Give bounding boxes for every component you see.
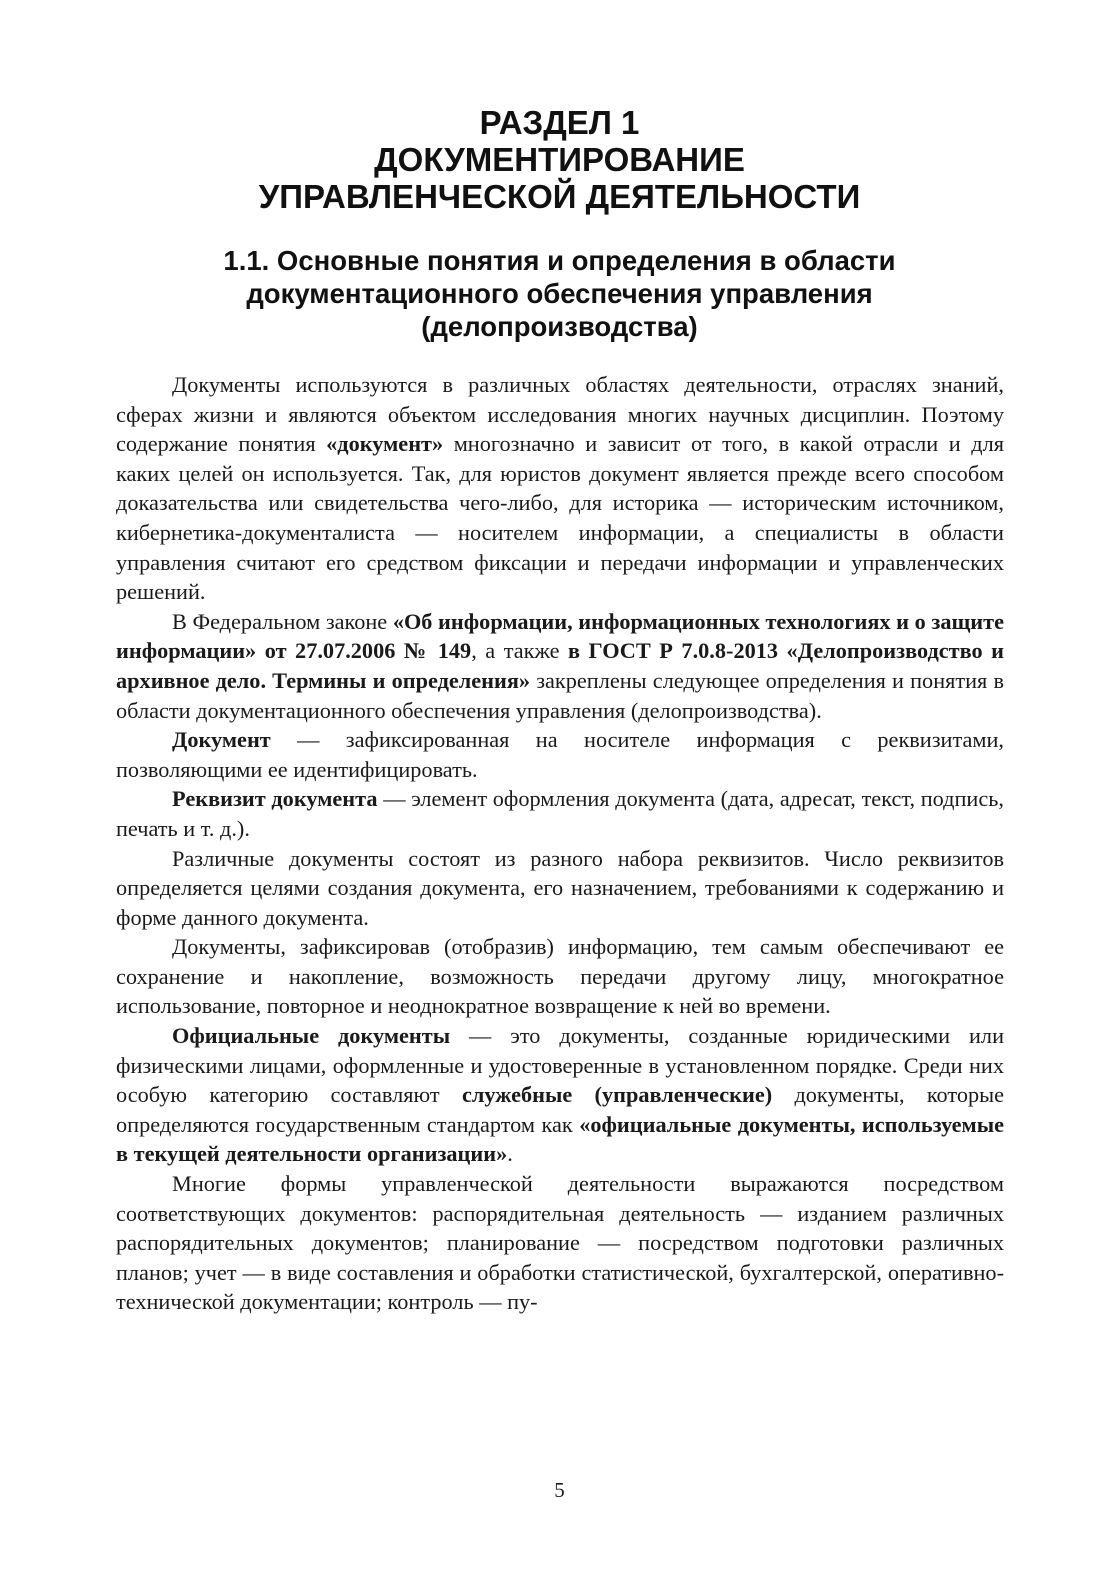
- paragraph-1-text: Документы используются в различных областях деятельности, отраслях знаний, сферах жизни и являются объектом исследования многих научных дисциплин. Поэтому содержание понятия: [116, 372, 1004, 457]
- term-document-quoted: «документ»: [326, 431, 444, 457]
- section-heading-line-2: ДОКУМЕНТИРОВАНИЕ: [374, 141, 745, 178]
- term-requisite: Реквизит документа: [172, 786, 378, 812]
- paragraph-4-rest: — элемент оформления документа (дата, адресат, текст, подпись, печать и т. д.).: [116, 786, 1004, 841]
- section-heading-line-3: УПРАВЛЕНЧЕСКОЙ ДЕЯТЕЛЬНОСТИ: [258, 178, 861, 215]
- paragraph-2-start: В Федеральном законе: [172, 608, 393, 634]
- paragraph-7: [116, 1021, 1004, 1169]
- paragraph-2: [116, 607, 1004, 725]
- page-number: 5: [554, 1478, 565, 1502]
- gost-title: в ГОСТ Р 7.0.8-2013 «Делопроизводство и архивное дело. Термины и определения»: [116, 638, 1005, 693]
- section-heading-line-1: РАЗДЕЛ 1: [479, 104, 640, 141]
- paragraph-7-mid: — это документы, созданные юридическими или физическими лицами, оформленные и удостоверенные в установленном порядке. Среди них особую категорию составляют: [116, 1023, 1004, 1108]
- paragraph-3-rest: — зафиксированная на носителе информация с реквизитами, позволяющими ее идентифицировать.: [116, 727, 1004, 782]
- subsection-heading-line-1: 1.1. Основные понятия и определения в области: [223, 245, 896, 276]
- term-document: Документ: [172, 727, 271, 753]
- subsection-heading-line-2: документационного обеспечения управления: [246, 278, 873, 309]
- paragraph-4: [116, 784, 1004, 843]
- subsection-heading-line-3: (делопроизводства): [421, 311, 698, 342]
- term-official-documents: Официальные документы: [172, 1023, 451, 1049]
- paragraph-3: [116, 725, 1004, 784]
- subsection-heading: [0, 244, 1119, 343]
- paragraph-2-rest: закреплены следующее определения и понятия в области документационного обеспечения управления (делопроизводства).: [116, 667, 1004, 723]
- paragraph-2-mid: , а также: [471, 638, 568, 664]
- paragraph-1: [116, 370, 1004, 607]
- paragraph-5: Различные документы состоят из разного набора реквизитов. Число реквизитов определяется целями создания документа, его назначением, требованиями к содержанию и форме данного документа.: [116, 845, 1004, 930]
- paragraph-8: Многие формы управленческой деятельности выражаются посредством соответствующих документов: распорядительная деятельность — изданием различных распорядительных документов; планирование — посредством подготовки различных планов; учет — в виде составления и обработки статистической, бухгалтерской, оперативно-технической документации; контроль — пу-: [116, 1171, 1004, 1315]
- standard-definition: «официальные документы, используемые в текущей деятельности организации»: [116, 1111, 1005, 1167]
- term-service-documents: служебные (управленческие): [461, 1082, 773, 1108]
- paragraph-6: Документы, зафиксировав (отобразив) информацию, тем самым обеспечивают ее сохранение и накопление, возможность передачи другому лицу, многократное использование, повторное и неоднократное возвращение к ней во времени.: [116, 934, 1004, 1019]
- body-text: [116, 370, 1004, 1317]
- paragraph-7-mid2: документы, которые определяются государственным стандартом как: [116, 1082, 1004, 1137]
- paragraph-1-rest: многозначно и зависит от того, в какой отрасли и для каких целей он используется. Так, для юристов документ является прежде всего способом доказательства или свидетельства чего-либо, для историка — историческим источником, кибернетика-документалиста — носителем информации, а специалисты в области управления считают его средством фиксации и передачи информации и управленческих решений.: [116, 431, 1004, 605]
- section-heading: [0, 104, 1119, 215]
- paragraph-7-end: .: [507, 1141, 513, 1167]
- federal-law-title: «Об информации, информационных технологиях и о защите информации» от 27.07.2006 № 149: [116, 608, 1004, 664]
